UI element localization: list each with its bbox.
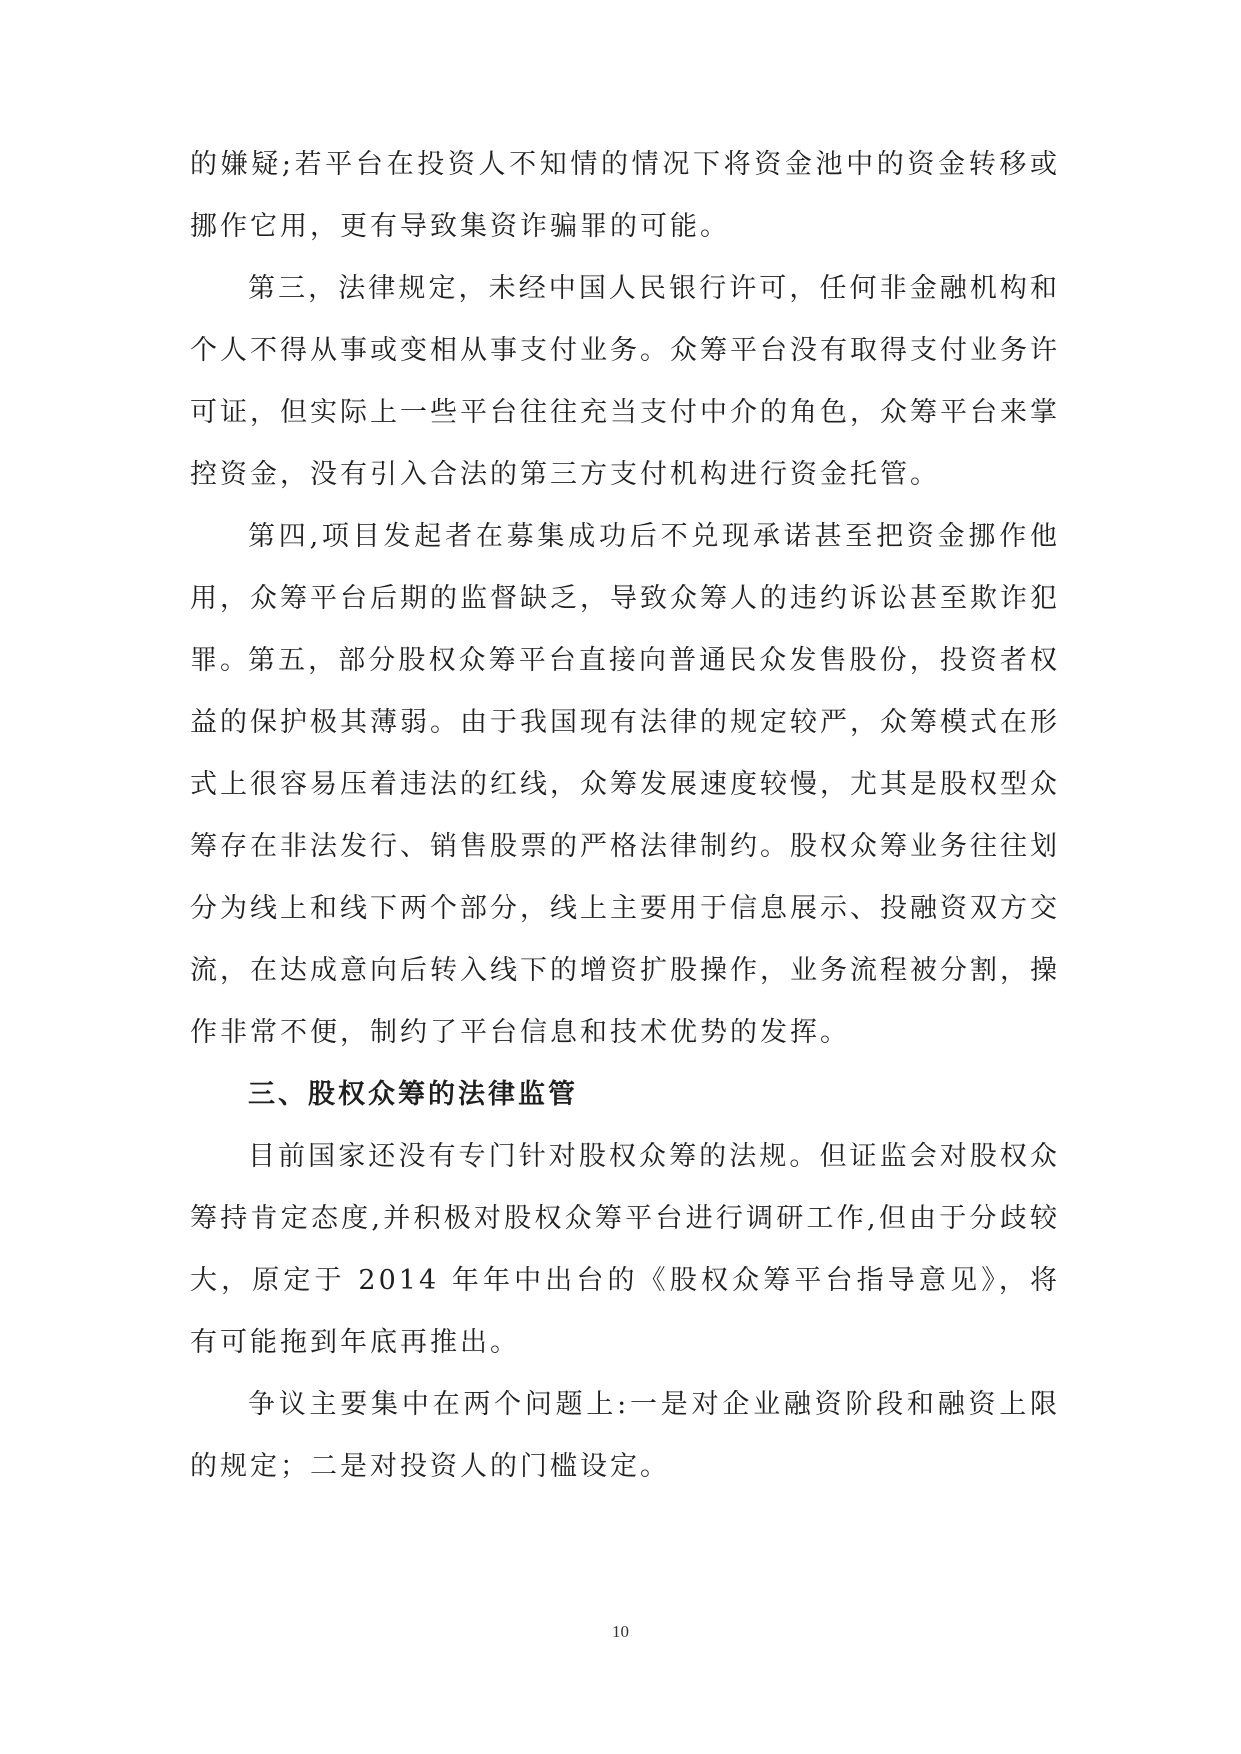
body-text-third [190,258,1060,506]
body-text-upper [190,134,1060,258]
page-number: 10 [612,1622,629,1641]
body-text-dispute [190,1374,1060,1498]
paragraph-fifth: 第五，部分股权众筹平台直接向普通民众发售股份，投资者权益的保护极其薄弱。由于我国现有法律的规定较严，众筹模式在形式上很容易压着违法的红线，众筹发展速度较慢，尤其是股权型众筹存在非法发行、销售股票的严格法律制约。股权众筹业务往往划分为线上和线下两个部分，线上主要用于信息展示、投融资双方交流，在达成意向后转入线下的增资扩股操作，业务流程被分割，操作非常不便，制约了平台信息和技术优势的发挥。 [190,645,1060,1048]
paragraph-continuation: 的嫌疑;若平台在投资人不知情的情况下将资金池中的资金转移或挪作它用，更有导致集资诈骗罪的可能。 [190,149,1060,242]
paragraph-third: 第三，法律规定，未经中国人民银行许可，任何非金融机构和个人不得从事或变相从事支付业务。众筹平台没有取得支付业务许可证，但实际上一些平台往往充当支付中介的角色，众筹平台来掌控资金，没有引入合法的第三方支付机构进行资金托管。 [190,273,1060,490]
paragraph-dispute: 争议主要集中在两个问题上:一是对企业融资阶段和融资上限的规定；二是对投资人的门槛设定。 [190,1389,1060,1482]
section-heading: 三、股权众筹的法律监管 [248,1079,578,1110]
body-text-regulation [190,1126,1060,1374]
paragraph-regulation: 目前国家还没有专门针对股权众筹的法规。但证监会对股权众筹持肯定态度,并积极对股权众筹平台进行调研工作,但由于分歧较大，原定于 2014 年年中出台的《股权众筹平台指导意见》，将有可能拖到年底再推出。 [190,1141,1060,1358]
paragraph-fourth: 第四,项目发起者在募集成功后不兑现承诺甚至把资金挪作他用，众筹平台后期的监督缺乏，导致众筹人的违约诉讼甚至欺诈犯罪。 [190,521,1060,676]
section-heading-block [190,1064,1060,1126]
body-text-fifth [190,630,1060,1064]
